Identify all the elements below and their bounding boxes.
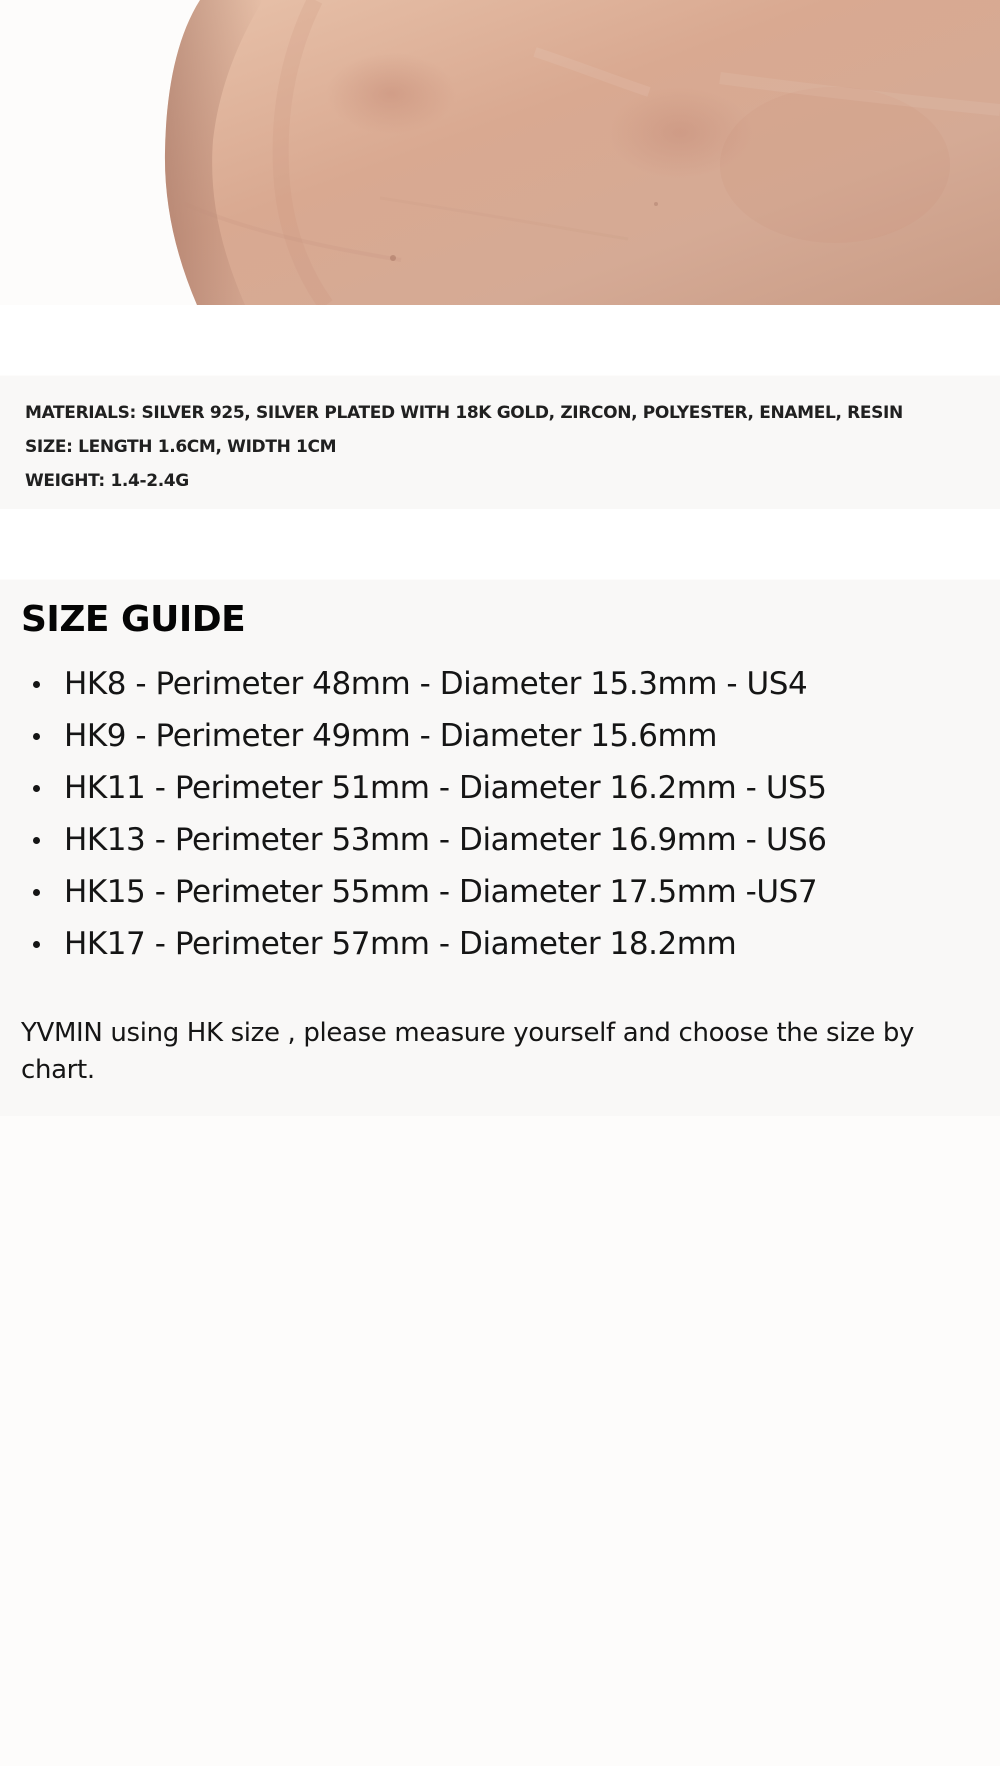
materials-spec: MATERIALS: SILVER 925, SILVER PLATED WITH 18K GOLD, ZIRCON, POLYESTER, ENAMEL, RESIN	[25, 403, 903, 423]
weight-spec: WEIGHT: 1.4-2.4G	[25, 471, 189, 491]
size-guide-item-hk13	[21, 814, 980, 866]
size-spec: SIZE: LENGTH 1.6CM, WIDTH 1CM	[25, 437, 337, 457]
bullet-icon	[33, 681, 40, 688]
size-guide-text: HK13 - Perimeter 53mm - Diameter 16.9mm - US6	[64, 822, 827, 858]
size-guide-text: HK17 - Perimeter 57mm - Diameter 18.2mm	[64, 926, 737, 962]
bullet-icon	[33, 837, 40, 844]
bullet-icon	[33, 889, 40, 896]
product-specifications	[0, 376, 1000, 509]
bullet-icon	[33, 785, 40, 792]
size-guide-text: HK11 - Perimeter 51mm - Diameter 16.2mm - US5	[64, 770, 827, 806]
size-guide-note: YVMIN using HK size , please measure yourself and choose the size by chart.	[21, 1018, 915, 1085]
size-guide-section	[0, 580, 1000, 1116]
size-guide-item-hk17	[21, 918, 980, 970]
size-guide-text: HK15 - Perimeter 55mm - Diameter 17.5mm -US7	[64, 874, 818, 910]
size-guide-item-hk15	[21, 866, 980, 918]
size-guide-text: HK9 - Perimeter 49mm - Diameter 15.6mm	[64, 718, 718, 754]
size-guide-text: HK8 - Perimeter 48mm - Diameter 15.3mm - US4	[64, 666, 808, 702]
hand-photo-icon	[0, 0, 1000, 305]
image-spacing	[0, 305, 1000, 375]
product-image	[0, 0, 1000, 305]
bullet-icon	[33, 941, 40, 948]
section-spacing	[0, 509, 1000, 579]
size-guide-item-hk9	[21, 710, 980, 762]
empty-page-area	[0, 1116, 1000, 1766]
size-guide-item-hk8	[21, 658, 980, 710]
size-guide-title: SIZE GUIDE	[21, 599, 246, 640]
size-guide-list	[21, 658, 980, 970]
bullet-icon	[33, 733, 40, 740]
size-guide-item-hk11	[21, 762, 980, 814]
